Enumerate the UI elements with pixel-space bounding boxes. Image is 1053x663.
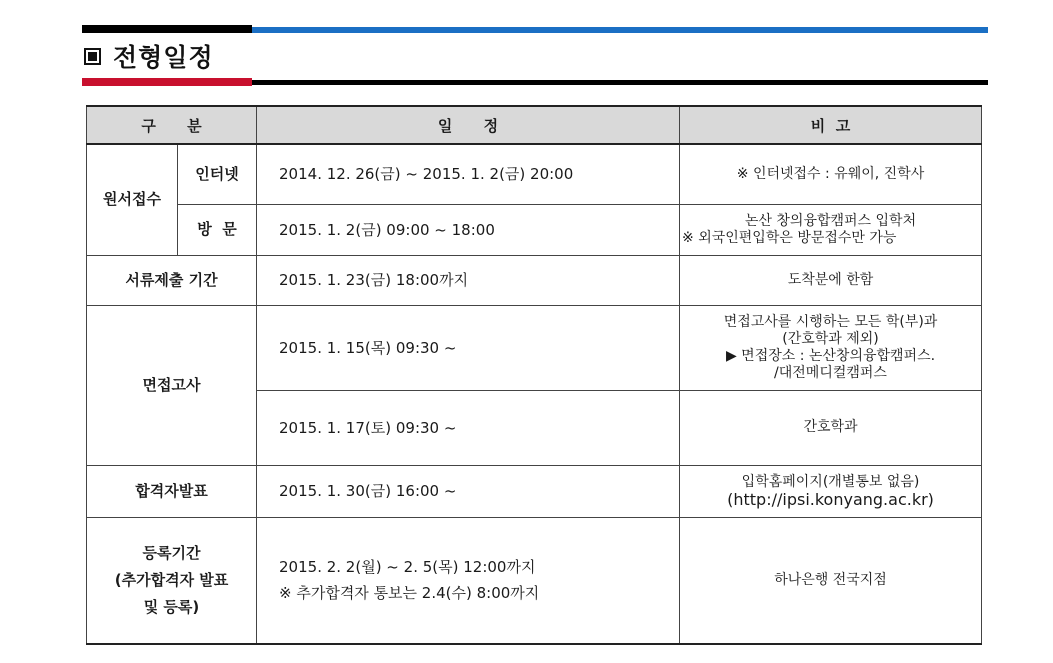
category-registration-line1: 등록기간 (142, 543, 201, 562)
table-row (87, 255, 982, 305)
category-registration-line3: 및 등록) (143, 597, 200, 616)
note-visit-line2: ※ 외국인편입학은 방문접수만 가능 (682, 229, 897, 246)
schedule-result: 2015. 1. 30(금) 16:00 ~ (257, 465, 680, 517)
note-interview-line4: /대전메디컬캠퍼스 (774, 364, 887, 381)
header-bar-black (82, 25, 252, 33)
category-documents: 서류제출 기간 (87, 255, 257, 305)
table-row (87, 144, 982, 204)
homepage-url: (http://ipsi.konyang.ac.kr) (727, 490, 934, 509)
note-registration: 하나은행 전국지점 (680, 517, 982, 644)
header-schedule: 일 정 (257, 106, 680, 144)
note-documents: 도착분에 한함 (680, 255, 982, 305)
schedule-internet: 2014. 12. 26(금) ~ 2015. 1. 2(금) 20:00 (257, 144, 680, 204)
table-row (87, 517, 982, 644)
table-row (87, 204, 982, 255)
note-interview-line1: 면접고사를 시행하는 모든 학(부)과 (723, 313, 938, 330)
schedule-table (86, 105, 982, 645)
schedule-registration (257, 517, 680, 644)
table-header-row (87, 106, 982, 144)
page-title: 전형일정 (113, 43, 214, 72)
note-visit-line1: 논산 창의융합캠퍼스 입학처 (744, 212, 917, 229)
table-row (87, 465, 982, 517)
note-visit (680, 204, 982, 255)
subcategory-visit: 방 문 (178, 204, 257, 255)
note-interview-line2: (간호학과 제외) (782, 330, 879, 347)
section-title (84, 38, 214, 74)
schedule-interview-2: 2015. 1. 17(토) 09:30 ~ (257, 390, 680, 465)
schedule-interview-1: 2015. 1. 15(목) 09:30 ~ (257, 305, 680, 390)
footer-bar-red (82, 78, 252, 86)
footer-bar-black (252, 80, 988, 85)
schedule-visit: 2015. 1. 2(금) 09:00 ~ 18:00 (257, 204, 680, 255)
category-application: 원서접수 (87, 144, 178, 255)
category-interview: 면접고사 (87, 305, 257, 465)
header-note: 비 고 (680, 106, 982, 144)
schedule-documents: 2015. 1. 23(금) 18:00까지 (257, 255, 680, 305)
table-row (87, 305, 982, 390)
schedule-registration-line2: ※ 추가합격자 통보는 2.4(수) 8:00까지 (279, 584, 540, 603)
note-interview-1 (680, 305, 982, 390)
note-interview-2: 간호학과 (680, 390, 982, 465)
note-interview-line3: ▶ 면접장소 : 논산창의융합캠퍼스. (725, 347, 936, 364)
note-internet: ※ 인터넷접수 : 유웨이, 진학사 (680, 144, 982, 204)
note-result (680, 465, 982, 517)
subcategory-internet: 인터넷 (178, 144, 257, 204)
note-result-line1: 입학홈페이지(개별통보 없음) (741, 474, 920, 490)
square-bullet-icon (84, 48, 101, 65)
header-bar-blue (252, 27, 988, 33)
schedule-registration-line1: 2015. 2. 2(월) ~ 2. 5(목) 12:00까지 (279, 558, 536, 577)
category-registration (87, 517, 257, 644)
category-result: 합격자발표 (87, 465, 257, 517)
category-registration-line2: (추가합격자 발표 (114, 570, 229, 589)
header-category: 구 분 (87, 106, 257, 144)
